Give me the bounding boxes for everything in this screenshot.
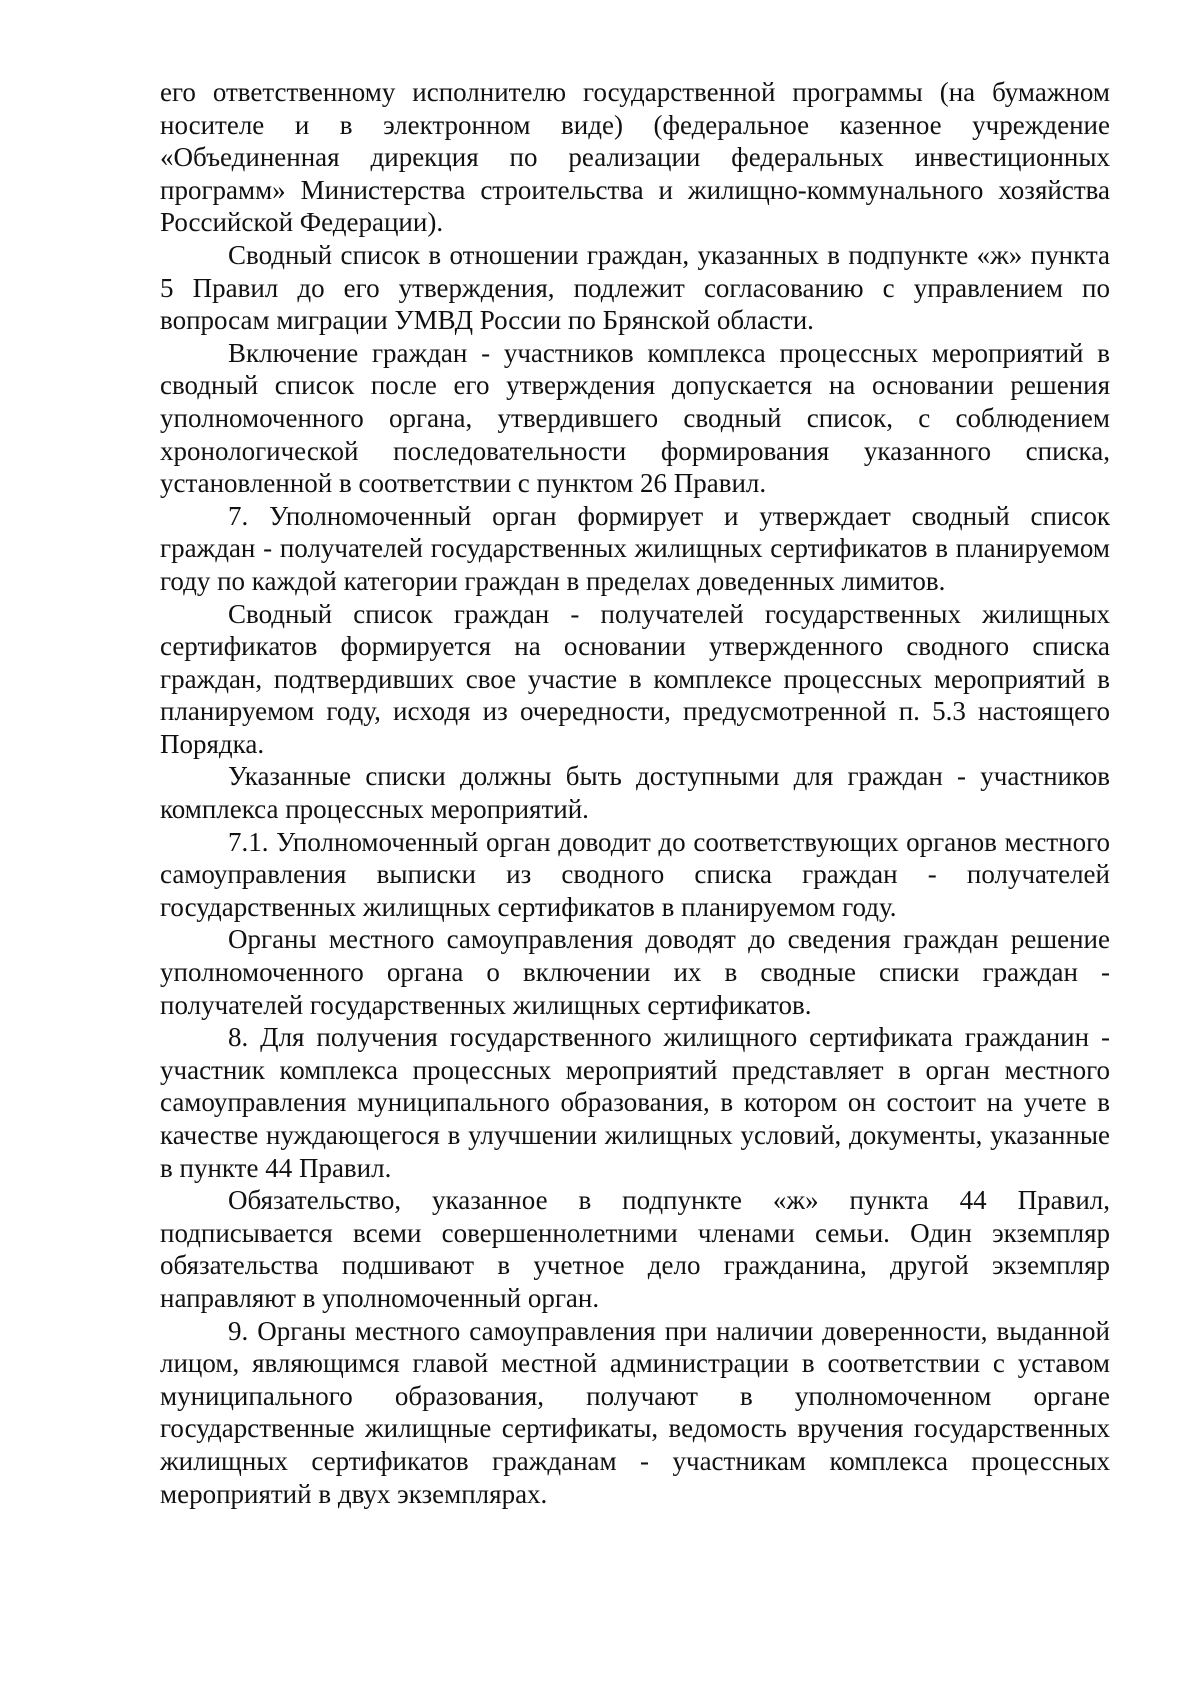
- paragraph-continuation: его ответственному исполнителю государственной программы (на бумажном носителе и в электронном виде) (федеральное казенное учреждение «Объединенная дирекция по реализации федеральных инвестиционных программ» Министерства строительства и жилищно-коммунального хозяйства Российской Федерации).: [160, 77, 1110, 238]
- paragraph-item-7-1: 7.1. Уполномоченный орган доводит до соответствующих органов местного самоуправления выписки из сводного списка граждан - получателей государственных жилищных сертификатов в планируемом году.: [160, 826, 1110, 922]
- paragraph-obyazatelstvo: Обязательство, указанное в подпункте «ж» пункта 44 Правил, подписывается всеми совершеннолетними членами семьи. Один экземпляр обязательства подшивают в учетное дело гражданина, другой экземпляр направляют в уполномоченный орган.: [160, 1185, 1110, 1313]
- paragraph-item-7: 7. Уполномоченный орган формирует и утверждает сводный список граждан - получателей государственных жилищных сертификатов в планируемом году по каждой категории граждан в пределах доведенных лимитов.: [160, 500, 1110, 596]
- paragraph-item-8: 8. Для получения государственного жилищного сертификата гражданин - участник комплекса процессных мероприятий представляет в орган местного самоуправления муниципального образования, в котором он состоит на учете в качестве нуждающегося в улучшении жилищных условий, документы, указанные в пункте 44 Правил.: [160, 1022, 1110, 1183]
- paragraph-item-9: 9. Органы местного самоуправления при наличии доверенности, выданной лицом, являющимся главой местной администрации в соответствии с уставом муниципального образования, получают в уполномоченном органе государственные жилищные сертификаты, ведомость вручения государственных жилищных сертификатов гражданам - участникам комплекса процессных мероприятий в двух экземплярах.: [160, 1315, 1110, 1509]
- paragraph-vklyuchenie-grazhdan: Включение граждан - участников комплекса процессных мероприятий в сводный список после его утверждения допускается на основании решения уполномоченного органа, утвердившего сводный список, с соблюдением хронологической последовательности формирования указанного списка, установленной в соответствии с пунктом 26 Правил.: [160, 337, 1110, 499]
- paragraph-organy-msu-dovodyat: Органы местного самоуправления доводят до сведения граждан решение уполномоченного органа о включении их в сводные списки граждан - получателей государственных жилищных сертификатов.: [160, 924, 1110, 1020]
- paragraph-svodny-spisok-formirovanie: Сводный список граждан - получателей государственных жилищных сертификатов формируется на основании утвержденного сводного списка граждан, подтвердивших свое участие в комплексе процессных мероприятий в планируемом году, исходя из очередности, предусмотренной п. 5.3 настоящего Порядка.: [160, 598, 1110, 759]
- paragraph-spiski-dostupnost: Указанные списки должны быть доступными для граждан - участников комплекса процессных мероприятий.: [160, 761, 1110, 825]
- document-page: [160, 76, 1110, 1510]
- paragraph-svodny-spisok-soglasovanie: Сводный список в отношении граждан, указанных в подпункте «ж» пункта 5 Правил до его утверждения, подлежит согласованию с управлением по вопросам миграции УМВД России по Брянской области.: [160, 239, 1110, 336]
